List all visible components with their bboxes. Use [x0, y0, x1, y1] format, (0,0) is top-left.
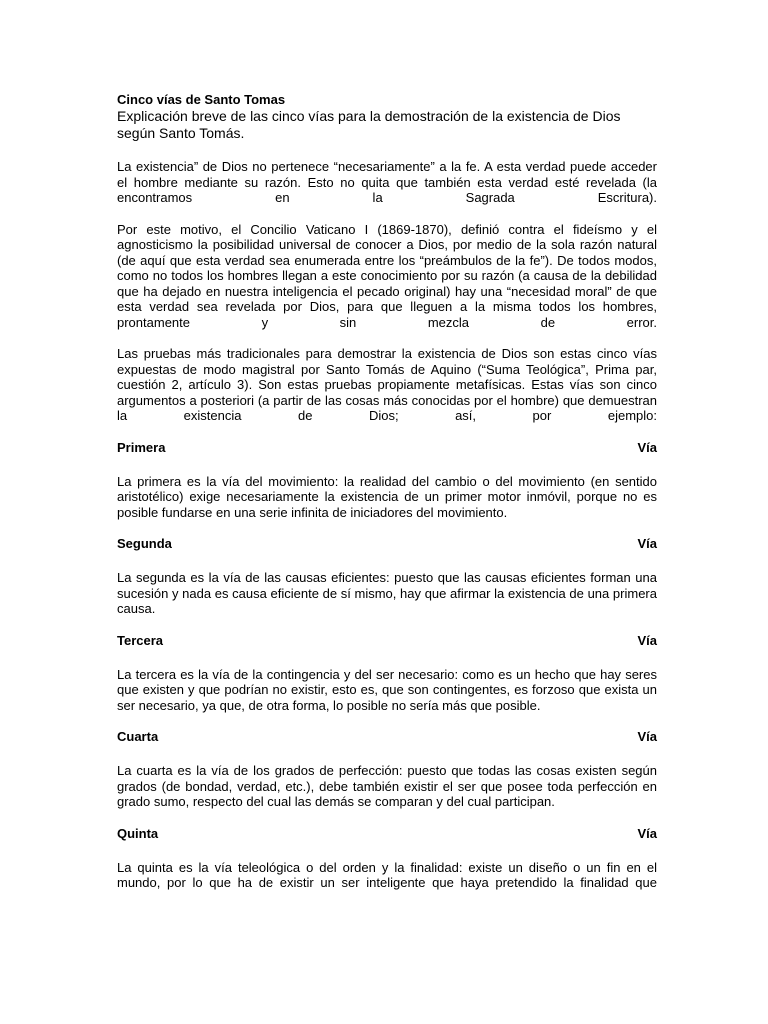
via-name: Cuarta	[117, 729, 159, 744]
via-name: Segunda	[117, 536, 172, 551]
via-name: Tercera	[117, 632, 164, 648]
via-heading-cuarta	[117, 729, 657, 745]
via-name: Quinta	[117, 825, 159, 841]
intro-paragraph-2: Por este motivo, el Concilio Vaticano I (1869-1870), definió contra el fideísmo y el agnosticismo la posibilidad universal de conocer a Dios, por medio de la sola razón natural (de aquí que esta verdad sea enumerada entre los “preámbulos de la fe”). De todos modos, como no todos los hombres llegan a este conocimiento por su razón (a causa de la debilidad que ha dejado en nuestra inteligencia el pecado original) hay una “necesidad moral” de que esta verdad sea revelada por Dios, para que lleguen a la misma todos los hombres, prontamente y sin mezcla de error.	[117, 221, 657, 330]
via-word: Vía	[637, 729, 657, 744]
intro-paragraph-1: La existencia” de Dios no pertenece “necesariamente” a la fe. A esta verdad puede acceder el hombre mediante su razón. Esto no quita que también esta verdad esté revelada (la encontramos en la Sagrada Escritura).	[117, 159, 657, 205]
via-word: Vía	[637, 632, 657, 648]
via-word: Vía	[637, 536, 657, 551]
via-paragraph-cuarta: La cuarta es la vía de los grados de perfección: puesto que todas las cosas existen según grados (de bondad, verdad, etc.), debe también existir el ser que posee toda perfección en grado sumo, respecto del cual las demás se comparan y del cual participan.	[117, 763, 657, 809]
via-paragraph-tercera: La tercera es la vía de la contingencia y del ser necesario: como es un hecho que hay seres que existen y que podrían no existir, esto es, que son contingentes, es forzoso que exista un ser necesario, ya que, de otra forma, lo posible no sería más que posible.	[117, 666, 657, 713]
via-paragraph-segunda: La segunda es la vía de las causas eficientes: puesto que las causas eficientes forman una sucesión y nada es causa eficiente de sí mismo, hay que afirmar la existencia de una primera causa.	[117, 570, 657, 616]
via-heading-tercera	[117, 633, 657, 649]
document-subtitle: Explicación breve de las cinco vías para la demostración de la existencia de Dios según Santo Tomás.	[117, 108, 621, 141]
intro-paragraph-3: Las pruebas más tradicionales para demostrar la existencia de Dios son estas cinco vías expuestas de modo magistral por Santo Tomás de Aquino (“Suma Teológica”, Prima par, cuestión 2, artículo 3). Son estas pruebas propiamente metafísicas. Estas vías son cinco argumentos a posteriori (a partir de las cosas más conocidas por el hombre) que demuestran la existencia de Dios; así, por ejemplo:	[117, 346, 657, 423]
via-word: Vía	[637, 825, 657, 841]
via-heading-primera	[117, 440, 657, 456]
via-name: Primera	[117, 439, 166, 455]
via-word: Vía	[637, 439, 657, 455]
via-heading-segunda	[117, 536, 657, 552]
document-title: Cinco vías de Santo Tomas	[117, 92, 286, 107]
via-paragraph-primera: La primera es la vía del movimiento: la realidad del cambio o del movimiento (en sentido aristotélico) exige necesariamente la existencia de un primer motor inmóvil, porque no es posible fundarse en una serie infinita de iniciadores del movimiento.	[117, 473, 657, 520]
via-paragraph-quinta: La quinta es la vía teleológica o del orden y la finalidad: existe un diseño o un fin en el mundo, por lo que ha de existir un ser inteligente que haya pretendido la finalidad que	[117, 859, 657, 890]
document-content	[117, 91, 657, 907]
via-heading-quinta	[117, 826, 657, 842]
